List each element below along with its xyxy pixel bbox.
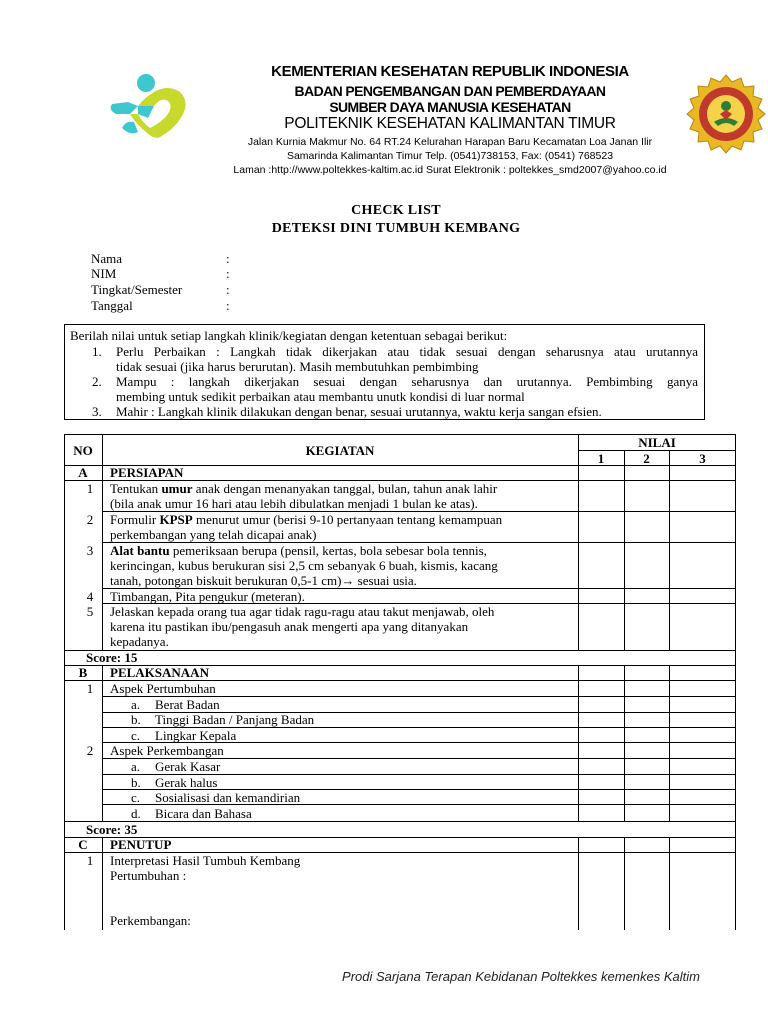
table-row-text: Formulir KPSP menurut umur (berisi 9-10 pertanyaan tentang kemampuan [110,512,503,527]
item-letter: c. [131,790,141,805]
header-score-3: 3 [699,451,706,466]
development-label: Perkembangan: [110,913,191,928]
instruction-num: 1. [92,344,102,359]
item-text: Bicara dan Bahasa [155,806,252,821]
instruction-text: Mampu : langkah dikerjakan sesuai dengan seharusnya dan urutannya. Pembimbing ganya [116,374,698,389]
item-letter: c. [131,728,141,743]
table-row-text: tanah, potongan biskuit berukuran 0,5-1 cm)→ sesuai usia. [110,573,417,588]
instruction-text: Perlu Perbaikan : Langkah tidak dikerjakan atau tidak sesuai dengan seharusnya atau urutannya [116,344,698,359]
ministry-name: KEMENTERIAN KESEHATAN REPUBLIK INDONESIA [271,63,629,80]
section-b-score: Score: 35 [86,822,138,837]
section-a-score: Score: 15 [86,650,138,665]
item-text: Berat Badan [155,697,220,712]
header-score-1: 1 [597,451,605,466]
item-text: Gerak halus [155,775,218,790]
row-number: 4 [86,589,94,604]
section-c-letter: C [78,837,88,852]
item-text: Lingkar Kepala [155,728,237,743]
name-field[interactable]: : [226,251,230,266]
interpretation-title: Interpretasi Hasil Tumbuh Kembang [110,853,301,868]
item-letter: b. [131,712,141,727]
instruction-text: Mahir : Langkah klinik dilakukan dengan benar, sesuai urutannya, waktu kerja sangan efsien. [116,404,602,419]
table-row-text: karena itu pastikan ibu/pengasuh anak mengerti apa yang ditanyakan [110,619,469,634]
document-title: CHECK LIST [351,203,441,218]
name-label: Nama [91,251,123,266]
poltekkes-seal-logo [686,74,766,154]
phone-line: Samarinda Kalimantan Timur Telp. (0541)738153, Fax: (0541) 768523 [286,150,614,162]
page-footer: Prodi Sarjana Terapan Kebidanan Poltekkes kemenkes Kaltim [342,969,700,984]
table-row-text: perkembangan yang telah dicapai anak) [110,527,317,542]
instruction-box [64,324,705,420]
item-text: Sosialisasi dan kemandirian [155,790,301,805]
instruction-intro: Berilah nilai untuk setiap langkah klinik/kegiatan dengan ketentuan sebagai berikut: [70,328,508,343]
item-letter: b. [131,775,141,790]
instruction-text: tidak sesuai (jika harus berurutan). Masih membutuhkan pembimbing [116,359,479,374]
instruction-num: 2. [92,374,102,389]
header-nilai: NILAI [638,435,676,450]
table-row-text: Jelaskan kepada orang tua agar tidak ragu-ragu atau takut menjawab, oleh [110,604,495,619]
header-kegiatan: KEGIATAN [305,443,375,458]
kemenkes-logo [108,72,190,144]
checklist-table [64,434,736,930]
row-number: 1 [86,681,94,696]
semester-label: Tingkat/Semester [91,282,183,297]
item-text: Tinggi Badan / Panjang Badan [155,712,315,727]
table-row-text: Alat bantu pemeriksaan berupa (pensil, kertas, bola sebesar bola tennis, [110,543,487,558]
table-row-text: (bila anak umur 16 hari atau lebih dibulatkan menjadi 1 bulan ke atas). [110,496,478,511]
table-row-text: Timbangan, Pita pengukur (meteran). [110,589,305,604]
item-text: Gerak Kasar [155,759,221,774]
item-letter: a. [131,697,141,712]
section-b-letter: B [78,665,88,680]
section-a-title: PERSIAPAN [110,465,184,480]
row-number: 1 [86,853,94,868]
web-email-line: Laman :http://www.poltekkes-kaltim.ac.id Surat Elektronik : poltekkes_smd2007@yahoo.co.id [233,164,667,176]
agency-name-1: BADAN PENGEMBANGAN DAN PEMBERDAYAAN [294,83,606,99]
table-row-text: Tentukan umur anak dengan menanyakan tanggal, bulan, tahun anak lahir [110,481,498,496]
document-subtitle: DETEKSI DINI TUMBUH KEMBANG [271,221,521,236]
instruction-num: 3. [92,404,102,419]
institution-name: POLITEKNIK KESEHATAN KALIMANTAN TIMUR [284,115,616,132]
instruction-text: membing untuk sedikit perbaikan atau membantu unutk kondisi di luar normal [116,389,525,404]
nim-label: NIM [91,266,117,281]
row-number: 3 [86,543,94,558]
table-row-text: kepadanya. [110,634,169,649]
date-field[interactable]: : [226,298,230,313]
growth-label: Pertumbuhan : [110,868,187,883]
row-number: 2 [86,743,94,758]
agency-name-2: SUMBER DAYA MANUSIA KESEHATAN [329,99,571,115]
row-number: 5 [86,604,94,619]
table-row-text: kerincingan, kubus berukuran sisi 2,5 cm sebanyak 6 buah, kismis, kacang [110,558,498,573]
address-line: Jalan Kurnia Makmur No. 64 RT.24 Kelurahan Harapan Baru Kecamatan Loa Janan Ilir [247,136,653,148]
item-letter: d. [131,806,141,821]
row-number: 2 [86,512,94,527]
group-title: Aspek Pertumbuhan [110,681,216,696]
nim-field[interactable]: : [226,266,230,281]
group-title: Aspek Perkembangan [110,743,224,758]
header-score-2: 2 [643,451,650,466]
section-b-title: PELAKSANAAN [110,665,209,680]
semester-field[interactable]: : [226,282,230,297]
item-letter: a. [131,759,141,774]
section-a-letter: A [78,465,88,480]
date-label: Tanggal [91,298,133,313]
row-number: 1 [86,481,94,496]
section-c-title: PENUTUP [110,837,172,852]
header-no: NO [73,443,93,458]
